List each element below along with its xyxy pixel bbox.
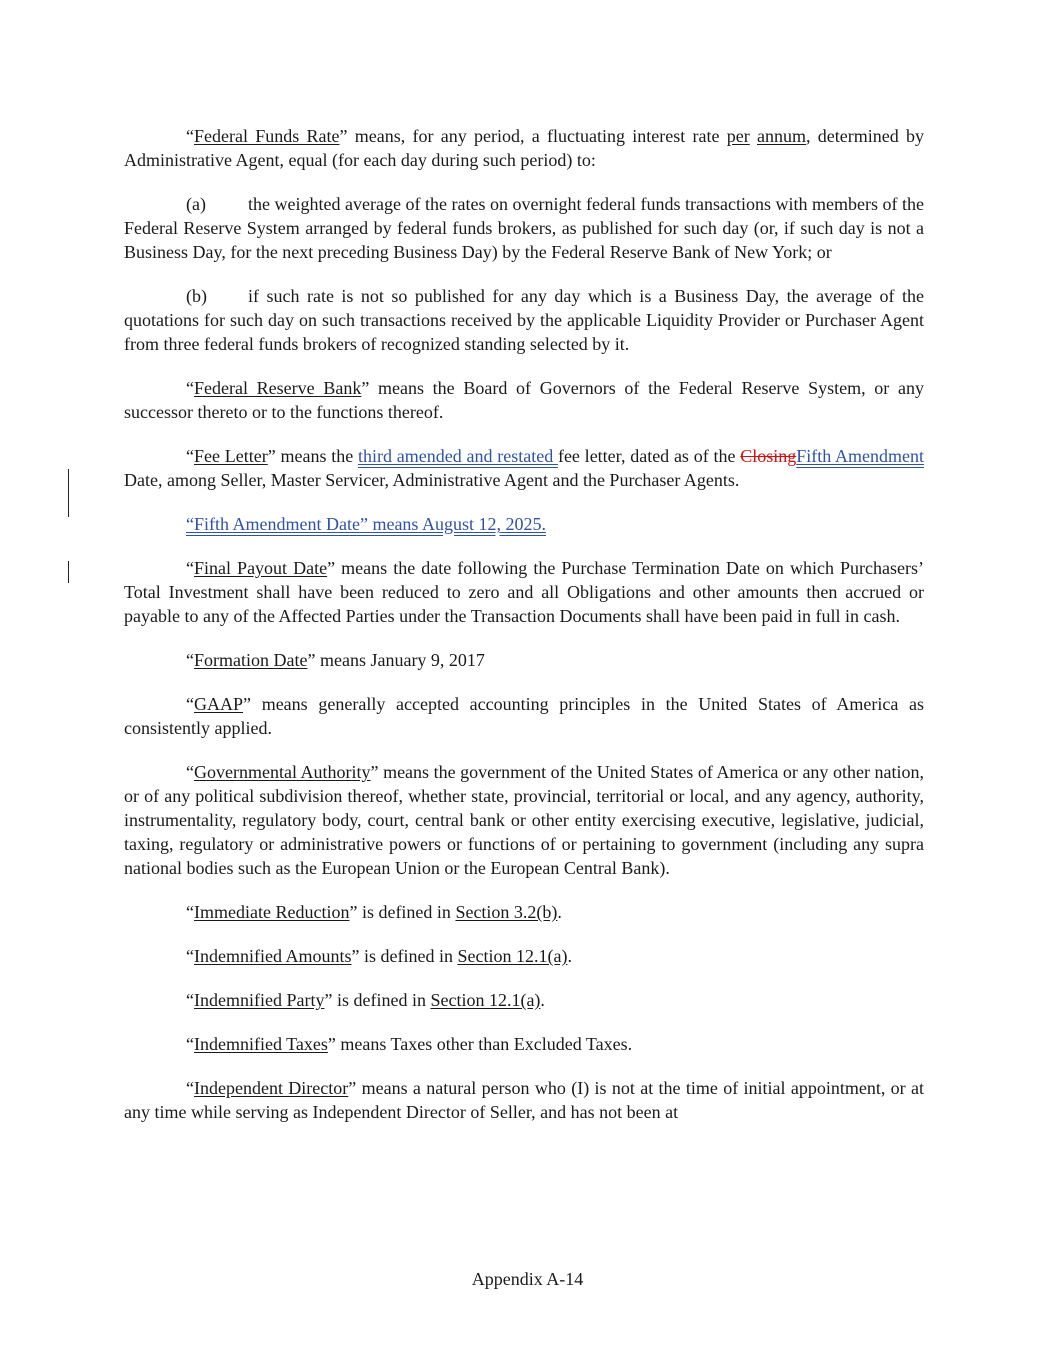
definition-indemnified-taxes: “Indemnified Taxes” means Taxes other than Excluded Taxes.	[186, 1034, 633, 1054]
clause-label: (a)	[186, 194, 206, 214]
change-bar	[68, 561, 69, 583]
definition-fifth-amendment-date	[124, 512, 924, 536]
defined-term: Federal Funds Rate	[194, 126, 340, 146]
page-footer: Appendix A-14	[471, 1269, 584, 1289]
clause-a	[124, 192, 924, 264]
change-bar	[68, 469, 69, 517]
definition-indemnified-party: “Indemnified Party” is defined in Section 12.1(a).	[186, 990, 545, 1010]
section-reference: Section 3.2(b)	[455, 902, 558, 922]
clause-text: if such rate is not so published for any day which is a Business Day, the average of the quotations for such day on such transactions received by the applicable Liquidity Provider or Purchaser Agent from three federal funds brokers of recognized standing selected by it.	[124, 286, 924, 354]
insertion-text: Fifth Amendment	[796, 446, 924, 466]
definition-gaap: “GAAP” means generally accepted accounting principles in the United States of America as consistently applied.	[124, 694, 924, 738]
document-body	[124, 124, 924, 1144]
section-reference: Section 12.1(a)	[457, 946, 568, 966]
section-reference: Section 12.1(a)	[430, 990, 541, 1010]
clause-text: the weighted average of the rates on overnight federal funds transactions with members of the Federal Reserve System arranged by federal funds brokers, as published for such day (or, if such day is not a Business Day, for the next preceding Business Day) by the Federal Reserve Bank of New York; or	[124, 194, 924, 262]
definition-indemnified-amounts: “Indemnified Amounts” is defined in Section 12.1(a).	[186, 946, 572, 966]
defined-term: Final Payout Date	[194, 558, 328, 578]
defined-term: Immediate Reduction	[194, 902, 350, 922]
defined-term: Indemnified Party	[194, 990, 325, 1010]
defined-term: Independent Director	[194, 1078, 349, 1098]
definition-final-payout-date: “Final Payout Date” means the date following the Purchase Termination Date on which Purchasers’ Total Investment shall have been reduced to zero and all Obligations and other amounts then accrued or payable to any of the Affected Parties under the Transaction Documents shall have been paid in full in cash.	[124, 558, 924, 626]
definition-independent-director: “Independent Director” means a natural person who (I) is not at the time of initial appointment, or at any time while serving as Independent Director of Seller, and has not been at	[124, 1078, 925, 1122]
defined-term: Fee Letter	[194, 446, 268, 466]
latin-annum: annum	[757, 126, 807, 146]
latin-per: per	[726, 126, 750, 146]
definition-immediate-reduction: “Immediate Reduction” is defined in Section 3.2(b).	[186, 902, 562, 922]
insertion-text: “Fifth Amendment Date” means August 12, 2025.	[186, 514, 546, 534]
definition-fee-letter: “Fee Letter” means the third amended and restated fee letter, dated as of the ClosingFifth Amendment Date, among Seller, Master Servicer, Administrative Agent and the Purchaser Agents.	[124, 446, 924, 490]
defined-term: Federal Reserve Bank	[194, 378, 362, 398]
insertion-text: third amended and restated	[357, 446, 558, 466]
defined-term: Indemnified Taxes	[194, 1034, 328, 1054]
clause-b	[124, 284, 924, 356]
definition-federal-funds-rate: “Federal Funds Rate” means, for any period, a fluctuating interest rate per annum, determined by Administrative Agent, equal (for each day during such period) to:	[124, 126, 925, 170]
defined-term: Formation Date	[194, 650, 308, 670]
definition-formation-date: “Formation Date” means January 9, 2017	[186, 650, 485, 670]
defined-term: Governmental Authority	[194, 762, 371, 782]
definition-federal-reserve-bank: “Federal Reserve Bank” means the Board of Governors of the Federal Reserve System, or any successor thereto or to the functions thereof.	[124, 378, 924, 422]
defined-term: Indemnified Amounts	[194, 946, 352, 966]
clause-label: (b)	[186, 286, 207, 306]
defined-term: GAAP	[194, 694, 244, 714]
definition-governmental-authority: “Governmental Authority” means the government of the United States of America or any other nation, or of any political subdivision thereof, whether state, provincial, territorial or local, and any agency, authority, instrumentality, regulatory body, court, central bank or other entity exercising executive, legislative, judicial, taxing, regulatory or administrative powers or functions of or pertaining to government (including any supra national bodies such as the European Union or the European Central Bank).	[124, 762, 925, 878]
deletion-text: Closing	[740, 446, 797, 466]
